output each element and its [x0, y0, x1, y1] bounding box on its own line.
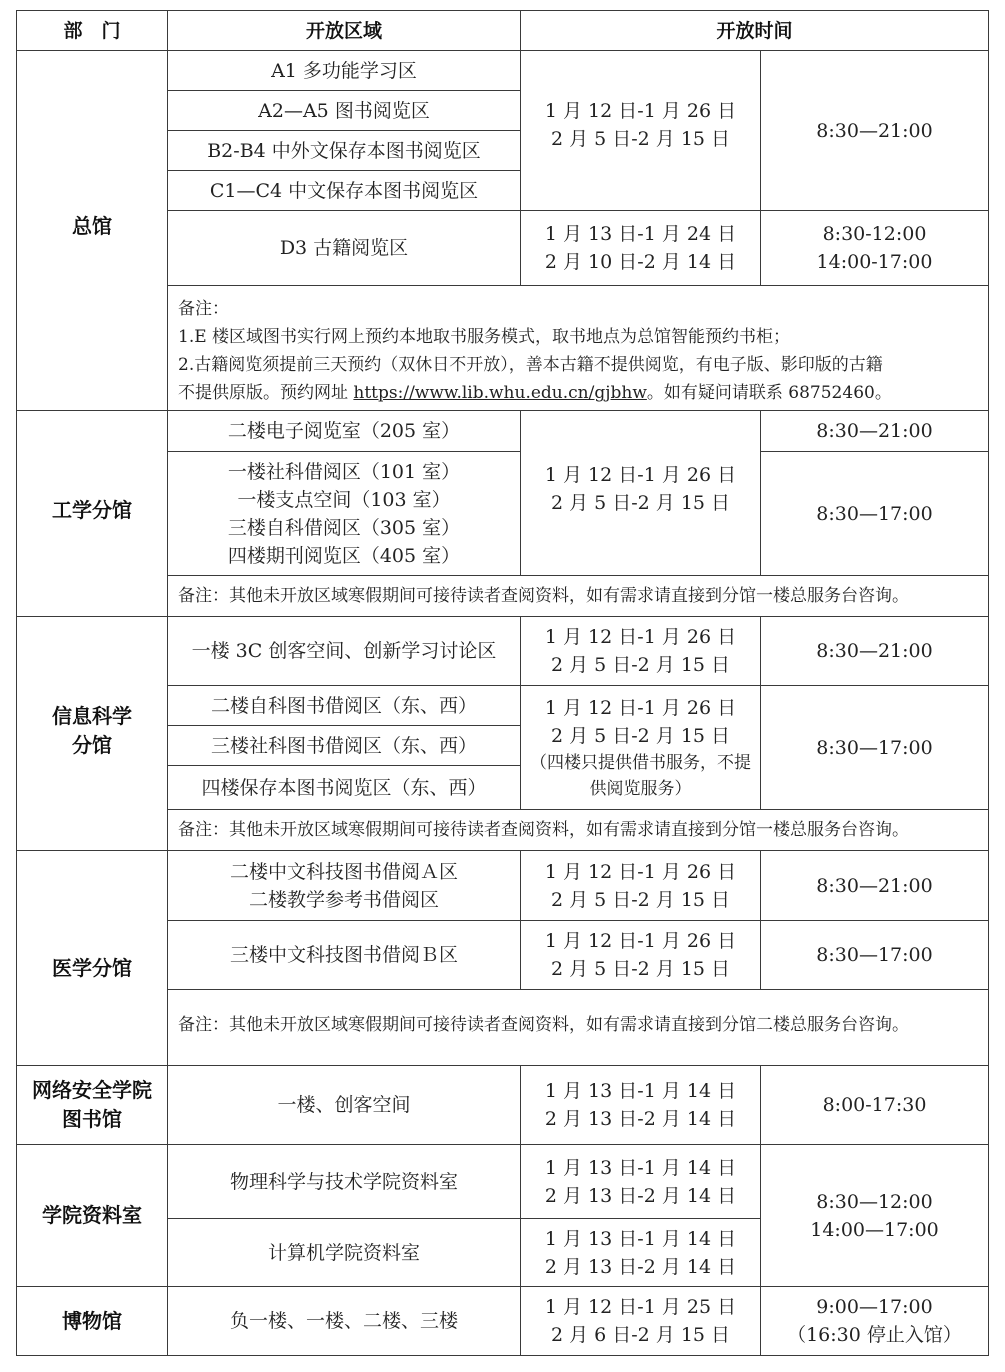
dates-cell [520, 1065, 761, 1145]
department-medical-label: 医学分馆 [52, 955, 132, 980]
department-museum [16, 1286, 168, 1356]
hours-cell: 8:00-17:30 [760, 1065, 989, 1145]
date-range: 1 月 12 日-1 月 26 日 [544, 860, 737, 883]
date-note: 供阅览服务） [589, 778, 692, 799]
date-range: 2 月 13 日-2 月 14 日 [544, 1108, 737, 1130]
note-title: 备注： [178, 299, 229, 319]
dates-cell [520, 1218, 761, 1287]
area-cell: A2—A5 图书阅览区 [167, 90, 521, 131]
hours-range: 8:30-12:00 [822, 223, 927, 245]
date-range: 2 月 13 日-2 月 14 日 [544, 1255, 737, 1278]
date-range: 2 月 5 日-2 月 15 日 [550, 492, 731, 514]
hours-cell: 8:30—21:00 [760, 50, 989, 211]
department-cyber [16, 1065, 168, 1145]
dates-cell [520, 50, 761, 211]
header-time: 开放时间 [520, 10, 989, 51]
department-engineering [16, 410, 168, 617]
note-info-science: 备注：其他未开放区域寒假期间可接待读者查阅资料，如有需求请直接到分馆一楼总服务台咨询。 [167, 809, 989, 851]
area-cell: C1—C4 中文保存本图书阅览区 [167, 170, 521, 211]
note-line: 1.E 楼区域图书实行网上预约本地取书服务模式，取书地点为总馆智能预约书柜； [178, 327, 791, 347]
department-line: 图书馆 [62, 1107, 122, 1131]
area-line: 三楼自科借阅区（305 室） [227, 516, 461, 539]
dates-cell [520, 920, 761, 990]
department-main-label: 总馆 [72, 214, 112, 238]
date-range: 1 月 13 日-1 月 14 日 [544, 1156, 737, 1179]
department-line: 网络安全学院 [32, 1078, 152, 1102]
area-cell: 三楼社科图书借阅区（东、西） [167, 725, 521, 766]
hours-range: （16:30 停止入馆） [787, 1324, 962, 1346]
area-cell: 二楼电子阅览室（205 室） [167, 410, 521, 452]
note-main [167, 285, 989, 411]
department-info-science [16, 616, 168, 851]
area-cell: 三楼中文科技图书借阅Ｂ区 [167, 920, 521, 990]
area-cell: 计算机学院资料室 [167, 1218, 521, 1287]
area-cell: 一楼 3C 创客空间、创新学习讨论区 [167, 616, 521, 686]
area-line: 一楼社科借阅区（101 室） [227, 460, 461, 483]
area-cell: 一楼、创客空间 [167, 1065, 521, 1145]
area-cell: A1 多功能学习区 [167, 50, 521, 91]
dates-cell [520, 616, 761, 686]
hours-range: 8:30—12:00 [816, 1190, 933, 1213]
note-line: 2.古籍阅览须提前三天预约（双休日不开放），善本古籍不提供阅览，有电子版、影印版的古籍 [178, 355, 883, 375]
note-line [178, 379, 892, 407]
note-engineering: 备注：其他未开放区域寒假期间可接待读者查阅资料，如有需求请直接到分馆一楼总服务台咨询。 [167, 575, 989, 617]
date-range: 1 月 12 日-1 月 26 日 [544, 99, 737, 122]
date-range: 1 月 12 日-1 月 26 日 [544, 696, 737, 719]
area-cell: 物理科学与技术学院资料室 [167, 1144, 521, 1219]
date-range: 2 月 5 日-2 月 15 日 [550, 654, 731, 676]
area-line: 二楼教学参考书借阅区 [248, 888, 439, 911]
date-range: 1 月 12 日-1 月 26 日 [544, 464, 737, 486]
hours-range: 9:00—17:00 [816, 1296, 933, 1318]
hours-cell [760, 1144, 989, 1287]
area-cell: D3 古籍阅览区 [167, 210, 521, 286]
date-range: 2 月 5 日-2 月 15 日 [550, 888, 731, 911]
hours-cell [760, 210, 989, 286]
hours-range: 14:00-17:00 [816, 251, 933, 273]
dates-cell [520, 1286, 761, 1356]
area-cell: 二楼自科图书借阅区（东、西） [167, 685, 521, 726]
area-line: 四楼期刊阅览区（405 室） [227, 544, 461, 567]
area-cell [167, 850, 521, 921]
hours-cell: 8:30—17:00 [760, 451, 989, 576]
date-range: 1 月 13 日-1 月 14 日 [544, 1227, 737, 1250]
hours-range: 14:00—17:00 [810, 1218, 939, 1241]
department-college [16, 1144, 168, 1287]
hours-cell: 8:30—17:00 [760, 685, 989, 810]
date-range: 2 月 5 日-2 月 15 日 [550, 127, 731, 150]
department-engineering-label: 工学分馆 [52, 498, 132, 522]
note-text: 。如有疑问请联系 68752460。 [646, 383, 892, 403]
date-range: 2 月 13 日-2 月 14 日 [544, 1184, 737, 1207]
date-range: 1 月 12 日-1 月 26 日 [544, 626, 737, 648]
area-line: 一楼支点空间（103 室） [237, 488, 451, 511]
date-range: 1 月 13 日-1 月 14 日 [544, 1080, 737, 1102]
department-line: 信息科学 [52, 703, 132, 728]
reservation-link[interactable]: https://www.lib.whu.edu.cn/gjbhw [353, 383, 647, 403]
header-department: 部 门 [16, 10, 168, 51]
date-range: 1 月 12 日-1 月 25 日 [544, 1296, 737, 1318]
area-cell: 负一楼、一楼、二楼、三楼 [167, 1286, 521, 1356]
hours-cell: 8:30—17:00 [760, 920, 989, 990]
hours-cell: 8:30—21:00 [760, 616, 989, 686]
note-medical: 备注：其他未开放区域寒假期间可接待读者查阅资料，如有需求请直接到分馆二楼总服务台咨询。 [167, 989, 989, 1066]
date-range: 1 月 12 日-1 月 26 日 [544, 930, 737, 952]
note-text: 不提供原版。预约网址 [178, 383, 354, 403]
department-medical [16, 850, 168, 1066]
date-range: 2 月 10 日-2 月 14 日 [544, 251, 737, 273]
dates-cell [520, 850, 761, 921]
department-museum-label: 博物馆 [62, 1308, 122, 1333]
dates-cell [520, 1144, 761, 1219]
hours-cell [760, 1286, 989, 1356]
hours-cell: 8:30—21:00 [760, 850, 989, 921]
area-cell: 四楼保存本图书阅览区（东、西） [167, 765, 521, 810]
date-range: 2 月 5 日-2 月 15 日 [550, 724, 731, 747]
date-range: 2 月 6 日-2 月 15 日 [550, 1324, 731, 1346]
date-note: （四楼只提供借书服务，不提 [530, 752, 751, 773]
date-range: 1 月 13 日-1 月 24 日 [544, 223, 737, 245]
dates-cell [520, 210, 761, 286]
area-cell [167, 451, 521, 576]
area-line: 二楼中文科技图书借阅Ａ区 [229, 860, 458, 883]
date-range: 2 月 5 日-2 月 15 日 [550, 958, 731, 980]
department-college-label: 学院资料室 [42, 1203, 142, 1227]
area-cell: B2-B4 中外文保存本图书阅览区 [167, 130, 521, 171]
hours-cell: 8:30—21:00 [760, 410, 989, 452]
dates-cell [520, 685, 761, 810]
department-line: 分馆 [72, 732, 112, 757]
dates-cell [520, 410, 761, 576]
header-area: 开放区域 [167, 10, 521, 51]
department-main [16, 50, 168, 411]
